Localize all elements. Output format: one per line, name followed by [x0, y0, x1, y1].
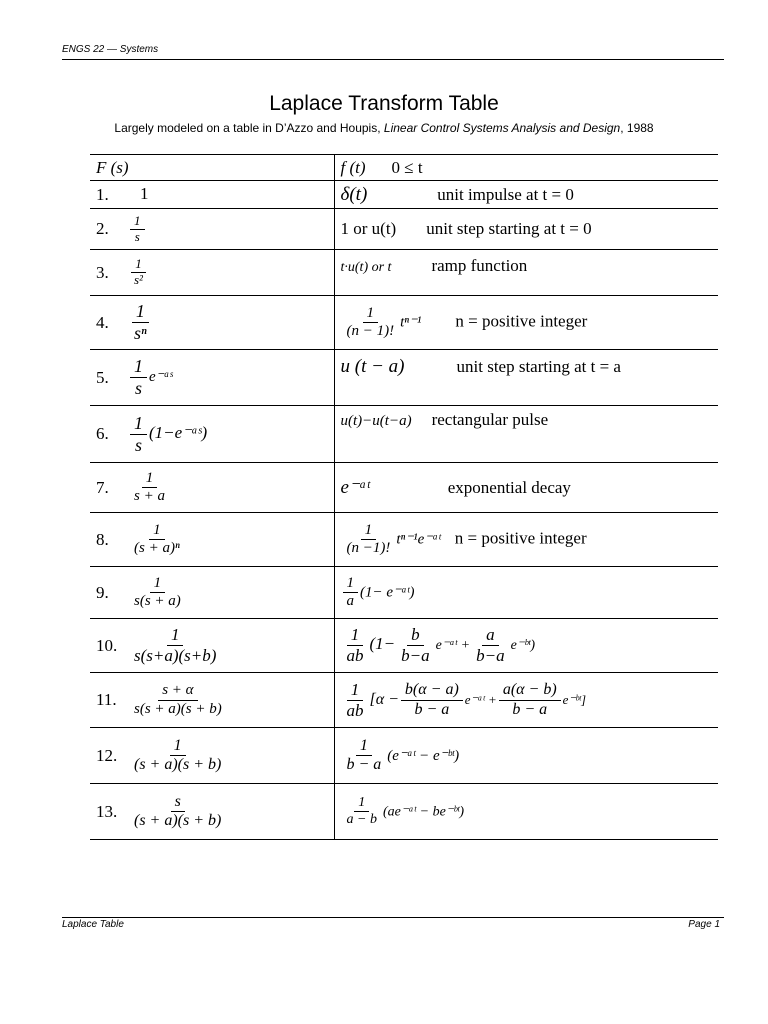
transform-F: $\frac{1}{s(s + a)}$ — [134, 574, 181, 609]
table-row: 6. $\frac{1}{s}$ (1−e⁻ᵃˢ) u(t)−u(t−a) rectangular pulse — [90, 406, 718, 463]
transform-F: $\frac{1}{\text{sⁿ}}$ — [130, 301, 151, 343]
table-row: 8. $\frac{1}{\text{(s + a)ⁿ}}$ $\frac{1}{(n -1)!}$ tⁿ⁻¹e⁻ᵃᵗ n = positive integer — [90, 513, 718, 567]
page-number: Page 1 — [688, 919, 720, 930]
subtitle-book: Linear Control Systems Analysis and Design — [383, 121, 621, 135]
table-row: 11. $\frac{s + \alpha}{s(s + a)(s + b)}$ $\frac{1}{ab}$ [α − $\frac{b(\alpha - a)}{b - a}$ e⁻ᵃᵗ + $\frac{a(\alpha - b)}{b - a}$ e⁻ᵇᵗ] — [90, 673, 718, 728]
table-row: 1. 1 δ(t) unit impulse at t = 0 — [90, 181, 718, 209]
transform-F: $\frac{s}{(s + a)(s + b)}$ — [134, 792, 222, 829]
transform-f: u(t)−u(t−a) — [340, 413, 412, 429]
row-description: unit impulse at t = 0 — [437, 184, 574, 204]
table-row: 2. $\frac{1}{s}$ 1 or u(t) unit step starting at t = 0 — [90, 209, 718, 250]
transform-f: $\frac{1}{ab}$ — [346, 679, 364, 720]
col-left-header: F (s) — [90, 155, 334, 181]
transform-f: $\frac{1}{ab}$ — [346, 625, 364, 665]
table-row: 7. $\frac{1}{s + a}$ e⁻ᵃᵗ exponential decay — [90, 463, 718, 513]
transform-F: $\frac{1}{s}$ — [130, 413, 147, 455]
subtitle-prefix: Largely modeled on a table in D’Azzo and Houpis, — [114, 121, 384, 135]
transform-F: $\frac{1}{s + a}$ — [134, 469, 165, 504]
page-subtitle — [0, 121, 768, 135]
transform-F: $\frac{1}{\text{(s + a)ⁿ}}$ — [134, 521, 180, 556]
row-description: unit step starting at t = 0 — [426, 219, 592, 238]
row-description: n = positive integer — [455, 311, 588, 331]
footer-left: Laplace Table — [62, 919, 124, 930]
row-description: exponential decay — [447, 478, 571, 497]
transform-F: $\frac{s + \alpha}{s(s + a)(s + b)}$ — [134, 682, 222, 717]
table-row: 10. $\frac{1}{s(s+a)(s+b)}$ $\frac{1}{ab}$ (1− $\frac{b}{b-a}$ e⁻ᵃᵗ + $\frac{a}{b-a}$ e⁻ᵇᵗ) — [90, 619, 718, 673]
header-rule — [62, 59, 724, 60]
transform-F: $\frac{1}{\text{s²}}$ — [130, 257, 147, 288]
table-row: 9. $\frac{1}{s(s + a)}$ $\frac{1}{a}$ (1− e⁻ᵃᵗ) — [90, 567, 718, 619]
transform-f: $\frac{1}{b - a}$ — [346, 736, 382, 773]
table-row: 5. $\frac{1}{s}$ e⁻ᵃˢ u (t − a) unit step starting at t = a — [90, 350, 718, 406]
laplace-table — [90, 154, 718, 840]
course-header: ENGS 22 — Systems — [62, 44, 159, 55]
transform-F: $\frac{1}{s}$ — [130, 214, 145, 245]
transform-f: δ(t) — [340, 183, 368, 205]
transform-f: $\frac{1}{a - b}$ — [346, 794, 377, 827]
transform-F: 1 — [140, 183, 149, 203]
table-row: 12. $\frac{1}{(s + a)(s + b)}$ $\frac{1}{b - a}$ (e⁻ᵃᵗ − e⁻ᵇᵗ) — [90, 728, 718, 784]
transform-F: $\frac{1}{s}$ — [130, 356, 147, 398]
transform-f: $\frac{1}{(n -1)!}$ — [346, 521, 391, 556]
table-header-row — [90, 155, 718, 181]
transform-f: u (t − a) — [340, 356, 405, 377]
transform-f: 1 or u(t) — [340, 219, 397, 238]
row-description: rectangular pulse — [431, 410, 549, 429]
row-description: unit step starting at t = a — [456, 357, 621, 376]
table-row: 3. $\frac{1}{\text{s²}}$ t·u(t) or t ramp function — [90, 250, 718, 296]
transform-f: t·u(t) or t — [340, 260, 392, 275]
page-title: Laplace Transform Table — [269, 92, 499, 115]
transform-f: $\frac{1}{(n - 1)!}$ — [346, 304, 395, 339]
col-right-header: f (t) 0 ≤ t — [334, 155, 718, 181]
subtitle-suffix: , 1988 — [620, 121, 654, 135]
footer-rule — [62, 917, 724, 918]
transform-f: $\frac{1}{a}$ — [343, 575, 359, 611]
table-row: 4. $\frac{1}{\text{sⁿ}}$ $\frac{1}{(n - 1)!}$ tⁿ⁻¹ n = positive integer — [90, 296, 718, 350]
table-row: 13. $\frac{s}{(s + a)(s + b)}$ $\frac{1}{a - b}$ (ae⁻ᵃᵗ − be⁻ᵇᵗ) — [90, 784, 718, 840]
transform-F: $\frac{1}{(s + a)(s + b)}$ — [134, 736, 222, 773]
row-description: n = positive integer — [454, 528, 587, 548]
transform-F: $\frac{1}{s(s+a)(s+b)}$ — [134, 625, 217, 665]
transform-f: e⁻ᵃᵗ — [340, 477, 370, 498]
row-description: ramp function — [431, 256, 528, 275]
